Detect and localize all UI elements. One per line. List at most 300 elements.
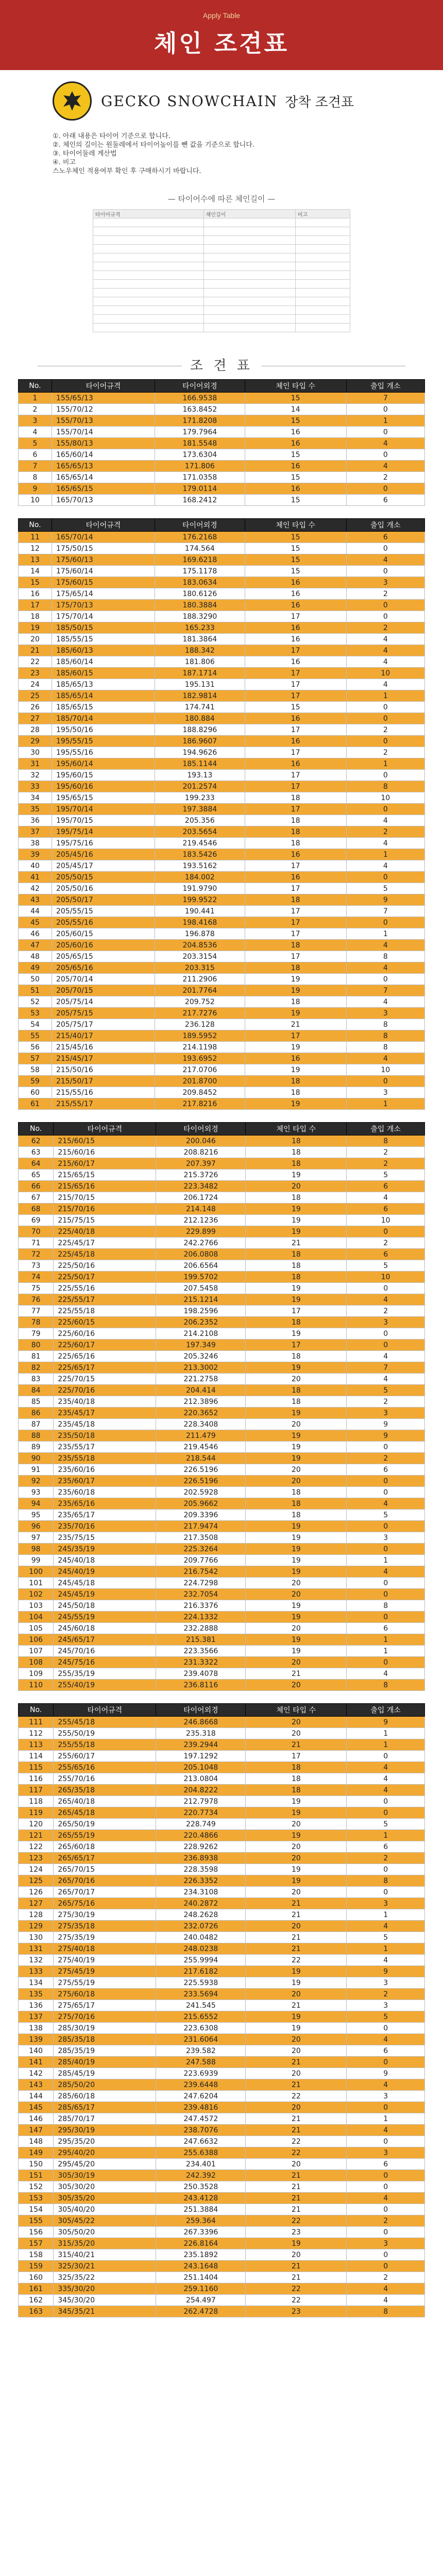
table-cell: 36: [19, 815, 52, 826]
table-cell: 215/50/16: [52, 1064, 155, 1076]
table-cell: 197.1292: [156, 1751, 246, 1762]
table-cell: 11: [19, 532, 52, 543]
table-cell: 0: [347, 1887, 425, 1898]
table-cell: 23: [19, 668, 52, 679]
table-cell: 193.5162: [155, 860, 245, 872]
table-cell: 0: [346, 611, 424, 622]
table-cell: 180.6126: [155, 588, 245, 600]
table-row: [19, 1680, 425, 1691]
table-cell: 0: [346, 404, 424, 415]
table-row: [19, 1544, 425, 1555]
table-cell: 82: [19, 1362, 54, 1374]
table-cell: 215/45/16: [52, 1042, 155, 1053]
table-cell: 225.3264: [156, 1544, 246, 1555]
table-cell: 39: [19, 849, 52, 860]
table-cell: 175/50/15: [52, 543, 155, 554]
table-cell: 188.3290: [155, 611, 245, 622]
table-cell: 215.381: [156, 1634, 246, 1646]
table-cell: 205/60/15: [52, 928, 155, 940]
table-cell: 16: [245, 622, 346, 634]
table-cell: 225/65/17: [54, 1362, 156, 1374]
mini-cell: [93, 324, 204, 332]
table-cell: 215/70/15: [54, 1192, 156, 1204]
table-cell: 239.2944: [156, 1739, 246, 1751]
table-cell: 240.2872: [156, 1898, 246, 1909]
table-cell: 4: [347, 1498, 425, 1510]
table-cell: 225/70/16: [54, 1385, 156, 1396]
table-cell: 218.544: [156, 1453, 246, 1464]
table-row: [19, 1328, 425, 1340]
column-header: 출입 개소: [347, 1123, 425, 1136]
table-cell: 51: [19, 985, 52, 996]
table-cell: 15: [245, 702, 346, 713]
table-cell: 4: [347, 2193, 425, 2204]
table-cell: 56: [19, 1042, 52, 1053]
table-cell: 175/65/14: [52, 588, 155, 600]
table-cell: 205/70/14: [52, 974, 155, 985]
table-cell: 171.8208: [155, 415, 245, 427]
table-cell: 18: [245, 826, 346, 838]
table-cell: 275/65/17: [54, 2000, 156, 2011]
table-cell: 189.5952: [155, 1030, 245, 1042]
table-cell: 8: [347, 1875, 425, 1887]
table-row: [19, 2249, 425, 2261]
table-cell: 190.441: [155, 906, 245, 917]
mini-cell: [295, 315, 350, 324]
table-row: [19, 1272, 425, 1283]
table-row: [19, 495, 425, 506]
table-cell: 4: [347, 1192, 425, 1204]
table-cell: 128: [19, 1909, 54, 1921]
table-cell: 0: [346, 449, 424, 461]
table-cell: 16: [245, 1053, 346, 1064]
table-cell: 149: [19, 2147, 54, 2159]
table-cell: 22: [246, 2295, 347, 2306]
table-cell: 228.3408: [156, 1419, 246, 1430]
table-cell: 110: [19, 1680, 54, 1691]
table-cell: 18: [245, 838, 346, 849]
table-row: [19, 611, 425, 622]
table-cell: 205.3246: [156, 1351, 246, 1362]
table-cell: 10: [346, 792, 424, 804]
table-cell: 181.3864: [155, 634, 245, 645]
table-cell: 8: [346, 1030, 424, 1042]
table-row: [19, 917, 425, 928]
table-cell: 245/65/17: [54, 1634, 156, 1646]
mini-cell: [93, 271, 204, 280]
table-cell: 246.8668: [156, 1717, 246, 1728]
table-cell: 17: [245, 1030, 346, 1042]
table-cell: 232.2888: [156, 1623, 246, 1634]
table-cell: 235/70/16: [54, 1521, 156, 1532]
table-cell: 247.4572: [156, 2113, 246, 2125]
table-cell: 262.4728: [156, 2306, 246, 2317]
table-cell: 3: [346, 1008, 424, 1019]
table-cell: 275/35/19: [54, 1932, 156, 1943]
table-cell: 131: [19, 1943, 54, 1955]
notes: [53, 132, 403, 176]
table-row: [19, 1932, 425, 1943]
table-cell: 220.7734: [156, 1807, 246, 1819]
table-cell: 19: [245, 985, 346, 996]
table-cell: 48: [19, 951, 52, 962]
table-cell: 57: [19, 1053, 52, 1064]
table-cell: 162: [19, 2295, 54, 2306]
table-cell: 235.318: [156, 1728, 246, 1739]
table-cell: 9: [346, 894, 424, 906]
table-cell: 14: [245, 404, 346, 415]
table-cell: 7: [346, 985, 424, 996]
table-cell: 265/70/16: [54, 1875, 156, 1887]
table-cell: 6: [347, 1249, 425, 1260]
table-row: [19, 1306, 425, 1317]
mini-cell: [203, 218, 295, 227]
table-cell: 205/75/15: [52, 1008, 155, 1019]
table-cell: 4: [347, 1374, 425, 1385]
table-cell: 305/35/20: [54, 2193, 156, 2204]
table-cell: 17: [245, 747, 346, 758]
table-cell: 214.2108: [156, 1328, 246, 1340]
table-cell: 285/50/20: [54, 2079, 156, 2091]
table-cell: 18: [246, 1136, 347, 1147]
table-row: [19, 645, 425, 656]
table-cell: 15: [245, 495, 346, 506]
table-cell: 60: [19, 1087, 52, 1098]
table-cell: 7: [346, 393, 424, 404]
table-cell: 2: [346, 747, 424, 758]
table-cell: 79: [19, 1328, 54, 1340]
table-row: [19, 449, 425, 461]
table-row: [19, 1498, 425, 1510]
table-cell: 89: [19, 1442, 54, 1453]
table-cell: 6: [347, 2045, 425, 2057]
table-row: [19, 1589, 425, 1600]
table-cell: 20: [246, 1680, 347, 1691]
table-cell: 15: [245, 532, 346, 543]
table-cell: 81: [19, 1351, 54, 1362]
table-cell: 9: [347, 1717, 425, 1728]
table-cell: 86: [19, 1408, 54, 1419]
table-cell: 22: [246, 1955, 347, 1966]
table-cell: 29: [19, 736, 52, 747]
table-cell: 295/30/19: [54, 2125, 156, 2136]
table-cell: 236.8116: [156, 1680, 246, 1691]
table-cell: 305/30/20: [54, 2181, 156, 2193]
table-cell: 185.1144: [155, 758, 245, 770]
table-cell: 203.315: [155, 962, 245, 974]
table-cell: 205/75/14: [52, 996, 155, 1008]
table-row: [19, 2045, 425, 2057]
table-cell: 9: [347, 1966, 425, 1977]
table-cell: 21: [246, 2000, 347, 2011]
table-cell: 0: [347, 2227, 425, 2238]
table-cell: 0: [347, 1578, 425, 1589]
table-row: [19, 1909, 425, 1921]
table-cell: 21: [246, 1238, 347, 1249]
table-cell: 9: [347, 1419, 425, 1430]
table-cell: 129: [19, 1921, 54, 1932]
table-cell: 195/75/16: [52, 838, 155, 849]
table-cell: 206.1724: [156, 1192, 246, 1204]
table-cell: 23: [246, 2227, 347, 2238]
table-cell: 0: [347, 2170, 425, 2181]
table-cell: 2: [346, 472, 424, 483]
table-cell: 18: [246, 1249, 347, 1260]
table-cell: 10: [347, 1215, 425, 1226]
table-cell: 20: [246, 1841, 347, 1853]
table-cell: 275/60/18: [54, 1989, 156, 2000]
table-cell: 10: [346, 1064, 424, 1076]
table-cell: 0: [347, 1476, 425, 1487]
table-row: [19, 656, 425, 668]
table-row: [19, 393, 425, 404]
table-cell: 16: [245, 600, 346, 611]
table-cell: 245/40/18: [54, 1555, 156, 1566]
table-cell: 16: [245, 656, 346, 668]
mini-row: [93, 324, 350, 332]
mini-cell: [203, 253, 295, 262]
table-cell: 0: [346, 872, 424, 883]
mini-row: [93, 245, 350, 253]
column-header: 타이어규격: [54, 1123, 156, 1136]
table-cell: 19: [246, 1830, 347, 1841]
table-cell: 4: [347, 2079, 425, 2091]
table-cell: 254.497: [156, 2295, 246, 2306]
table-row: [19, 872, 425, 883]
table-cell: 205.356: [155, 815, 245, 826]
table-cell: 197.349: [156, 1340, 246, 1351]
table-cell: 195/70/14: [52, 804, 155, 815]
table-row: [19, 1351, 425, 1362]
table-cell: 225/60/15: [54, 1317, 156, 1328]
table-row: [19, 1668, 425, 1680]
table-cell: 15: [245, 393, 346, 404]
table-cell: 16: [245, 461, 346, 472]
table-cell: 0: [346, 427, 424, 438]
table-cell: 220.3652: [156, 1408, 246, 1419]
table-cell: 121: [19, 1830, 54, 1841]
table-cell: 20: [246, 1853, 347, 1864]
table-cell: 240.0482: [156, 1932, 246, 1943]
table-cell: 17: [245, 883, 346, 894]
table-cell: 19: [246, 1634, 347, 1646]
table-cell: 1: [347, 2113, 425, 2125]
page-header: [0, 0, 443, 70]
table-cell: 20: [246, 2034, 347, 2045]
table-cell: 174.741: [155, 702, 245, 713]
table-cell: 2: [346, 724, 424, 736]
table-cell: 285/65/17: [54, 2102, 156, 2113]
table-cell: 43: [19, 894, 52, 906]
table-cell: 15: [245, 472, 346, 483]
table-cell: 59: [19, 1076, 52, 1087]
table-cell: 285/45/19: [54, 2068, 156, 2079]
table-cell: 265/70/15: [54, 1864, 156, 1875]
table-cell: 136: [19, 2000, 54, 2011]
mini-table: [93, 209, 350, 332]
table-row: [19, 849, 425, 860]
table-cell: 9: [19, 483, 52, 495]
table-row: [19, 461, 425, 472]
table-cell: 17: [245, 690, 346, 702]
mini-cell: [295, 236, 350, 245]
table-row: [19, 1966, 425, 1977]
table-cell: 2: [347, 1147, 425, 1158]
table-row: [19, 1762, 425, 1773]
table-cell: 53: [19, 1008, 52, 1019]
table-row: [19, 1739, 425, 1751]
table-cell: 19: [19, 622, 52, 634]
table-row: [19, 2181, 425, 2193]
mini-row: [93, 218, 350, 227]
table-row: [19, 1053, 425, 1064]
table-cell: 0: [346, 702, 424, 713]
table-row: [19, 1796, 425, 1807]
mini-header: 타이어규격: [93, 210, 204, 218]
table-cell: 20: [246, 2159, 347, 2170]
column-header: 타이어규격: [54, 1704, 156, 1717]
table-cell: 19: [246, 1796, 347, 1807]
table-cell: 250.3528: [156, 2181, 246, 2193]
table-cell: 3: [19, 415, 52, 427]
table-cell: 37: [19, 826, 52, 838]
table-cell: 8: [347, 2306, 425, 2317]
table-cell: 217.7276: [155, 1008, 245, 1019]
table-row: [19, 906, 425, 917]
table-cell: 225/50/17: [54, 1272, 156, 1283]
table-row: [19, 792, 425, 804]
table-cell: 19: [246, 1204, 347, 1215]
table-cell: 285/35/18: [54, 2034, 156, 2045]
table-cell: 215/55/16: [52, 1087, 155, 1098]
table-cell: 8: [346, 1019, 424, 1030]
table-cell: 235.1892: [156, 2249, 246, 2261]
table-cell: 5: [347, 2011, 425, 2023]
table-cell: 22: [246, 2091, 347, 2102]
table-cell: 2: [347, 1453, 425, 1464]
table-cell: 235/45/18: [54, 1419, 156, 1430]
table-cell: 265/65/17: [54, 1853, 156, 1864]
table-cell: 185/60/14: [52, 656, 155, 668]
table-cell: 0: [347, 1521, 425, 1532]
table-row: [19, 962, 425, 974]
table-cell: 0: [347, 2249, 425, 2261]
table-cell: 8: [347, 1136, 425, 1147]
table-cell: 195/75/14: [52, 826, 155, 838]
table-cell: 208.8216: [156, 1147, 246, 1158]
table-cell: 118: [19, 1796, 54, 1807]
table-cell: 18: [246, 1192, 347, 1204]
table-cell: 9: [347, 1430, 425, 1442]
table-cell: 6: [347, 1181, 425, 1192]
table-cell: 185/50/15: [52, 622, 155, 634]
table-cell: 20: [246, 2068, 347, 2079]
table-cell: 65: [19, 1170, 54, 1181]
table-row: [19, 1887, 425, 1898]
table-row: [19, 1955, 425, 1966]
table-cell: 21: [19, 645, 52, 656]
table-row: [19, 860, 425, 872]
mini-cell: [295, 324, 350, 332]
table-cell: 223.3566: [156, 1646, 246, 1657]
table-cell: 259.1160: [156, 2283, 246, 2295]
table-cell: 2: [347, 2272, 425, 2283]
mini-cell: [295, 227, 350, 236]
table-cell: 58: [19, 1064, 52, 1076]
table-cell: 275/40/18: [54, 1943, 156, 1955]
table-cell: 34: [19, 792, 52, 804]
table-cell: 205/50/17: [52, 894, 155, 906]
table-cell: 67: [19, 1192, 54, 1204]
table-cell: 17: [245, 645, 346, 656]
table-cell: 19: [246, 1408, 347, 1419]
table-row: [19, 1566, 425, 1578]
table-row: [19, 679, 425, 690]
table-row: [19, 1408, 425, 1419]
table-cell: 27: [19, 713, 52, 724]
table-cell: 106: [19, 1634, 54, 1646]
table-cell: 195/65/15: [52, 792, 155, 804]
table-cell: 16: [245, 736, 346, 747]
table-cell: 20: [246, 1717, 347, 1728]
header-subtitle: Apply Table: [202, 11, 241, 20]
table-row: [19, 1657, 425, 1668]
table-cell: 181.806: [155, 656, 245, 668]
table-cell: 0: [347, 1544, 425, 1555]
column-header: 체인 타입 수: [246, 1123, 347, 1136]
table-cell: 21: [246, 2272, 347, 2283]
table-cell: 132: [19, 1955, 54, 1966]
table-cell: 23: [246, 2306, 347, 2317]
mini-cell: [203, 315, 295, 324]
table-cell: 255/45/18: [54, 1717, 156, 1728]
table-cell: 17: [245, 906, 346, 917]
table-cell: 19: [246, 1875, 347, 1887]
table-cell: 220.4866: [156, 1830, 246, 1841]
table-cell: 275/35/18: [54, 1921, 156, 1932]
table-cell: 228.3598: [156, 1864, 246, 1875]
table-cell: 21: [246, 1668, 347, 1680]
table-row: [19, 577, 425, 588]
table-cell: 214.1198: [155, 1042, 245, 1053]
table-row: [19, 1362, 425, 1374]
table-cell: 153: [19, 2193, 54, 2204]
table-cell: 193.6952: [155, 1053, 245, 1064]
mini-row: [93, 227, 350, 236]
table-row: [19, 1158, 425, 1170]
table-cell: 285/35/19: [54, 2045, 156, 2057]
table-cell: 17: [246, 1306, 347, 1317]
table-row: [19, 804, 425, 815]
table-row: [19, 736, 425, 747]
table-cell: 0: [346, 713, 424, 724]
table-cell: 3: [347, 1408, 425, 1419]
table-cell: 141: [19, 2057, 54, 2068]
table-cell: 1: [346, 690, 424, 702]
mini-row: [93, 271, 350, 280]
table-row: [19, 600, 425, 611]
table-row: [19, 2272, 425, 2283]
table-cell: 245/35/19: [54, 1544, 156, 1555]
table-cell: 215.1214: [156, 1294, 246, 1306]
table-row: [19, 1238, 425, 1249]
table-cell: 2: [346, 622, 424, 634]
table-cell: 18: [246, 1487, 347, 1498]
table-cell: 251.3884: [156, 2204, 246, 2215]
table-cell: 19: [246, 1555, 347, 1566]
table-cell: 245/70/16: [54, 1646, 156, 1657]
table-cell: 109: [19, 1668, 54, 1680]
